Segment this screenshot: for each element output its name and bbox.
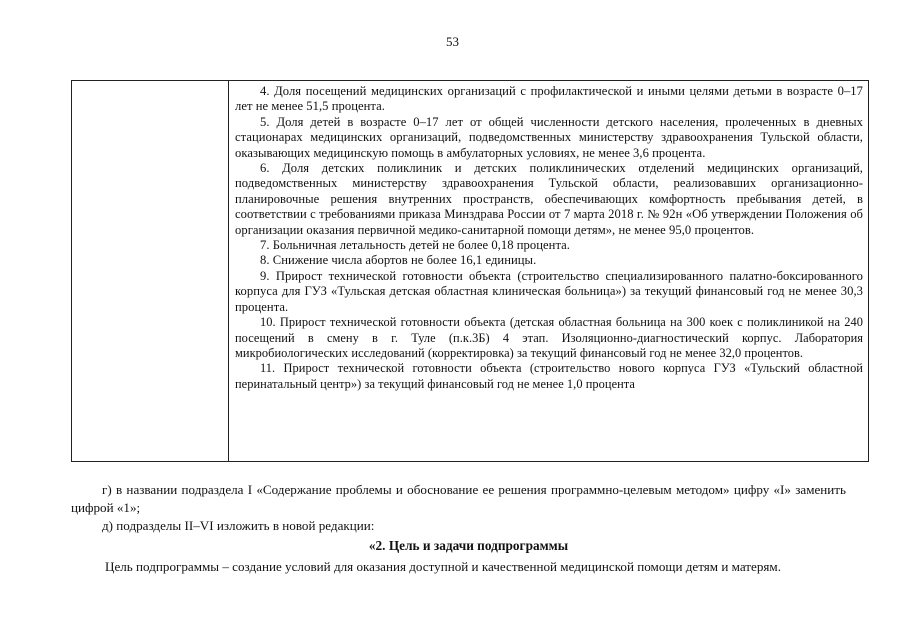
amendment-paragraph-d: д) подразделы II–VI изложить в новой редакции: — [102, 518, 375, 533]
indicator-item-11-text: 11. Прирост технической готовности объекта (строительство нового корпуса ГУЗ «Тульский областной перинатальный центр») за текущий финансовый год не менее 1,0 процента — [235, 361, 863, 391]
indicator-item-8: 8. Снижение числа абортов не более 16,1 единицы. — [260, 253, 537, 268]
goal-paragraph: Цель подпрограммы – создание условий для оказания доступной и качественной медицинской помощи детям и матерям. — [105, 559, 781, 574]
section-heading: «2. Цель и задачи подпрограммы — [368, 538, 569, 553]
table-left-cell — [72, 81, 229, 461]
indicator-item-4: 4. Доля посещений медицинских организаций с профилактической и иными целями детьми в возрасте 0–17 лет не менее 51,5 процента. — [235, 84, 863, 114]
indicator-item-10: 10. Прирост технической готовности объекта (детская областная больница на 300 коек с поликлиникой на 240 посещений в смену в г. Туле (п.к.3Б) 4 этап. Изоляционно-диагностический корпус. Лаборатория микробиологических исследований (корректировка) за текущий финансовый год не менее 32,0 процентов. — [235, 315, 863, 360]
indicators-table — [71, 80, 869, 462]
indicator-item-11 — [235, 361, 863, 392]
indicator-item-7: 7. Больничная летальность детей не более 0,18 процента. — [260, 238, 571, 253]
indicator-item-6: 6. Доля детских поликлиник и детских поликлинических отделений медицинских организаций, подведомственных министерству здравоохранения Тульской области, реализовавших организационно-планировочные решения внутренних пространств, обеспечивающих комфортность пребывания детей, в соответствии с требованиями приказа Минздрава России от 7 марта 2018 г. № 92н «Об утверждении Положения об организации оказания первичной медико-санитарной помощи детям», не менее 95,0 процентов. — [235, 161, 863, 237]
table-right-cell — [229, 81, 868, 461]
indicator-item-5: 5. Доля детей в возрасте 0–17 лет от общей численности детского населения, пролеченных в дневных стационарах медицинских организаций, подведомственных министерству здравоохранения Тульской области, оказывающих медицинскую помощь в амбулаторных условиях, не менее 3,6 процента. — [235, 114, 863, 160]
amendment-paragraph-g: г) в названии подраздела I «Содержание проблемы и обоснование ее решения программно-целевым методом» цифру «I» заменить цифрой «1»; — [71, 482, 846, 515]
indicator-item-9: 9. Прирост технической готовности объекта (строительство специализированного палатно-боксированного корпуса для ГУЗ «Тульская детская областная клиническая больница») за текущий финансовый год не менее 30,3 процента. — [235, 268, 863, 314]
page-number: 53 — [446, 34, 459, 49]
